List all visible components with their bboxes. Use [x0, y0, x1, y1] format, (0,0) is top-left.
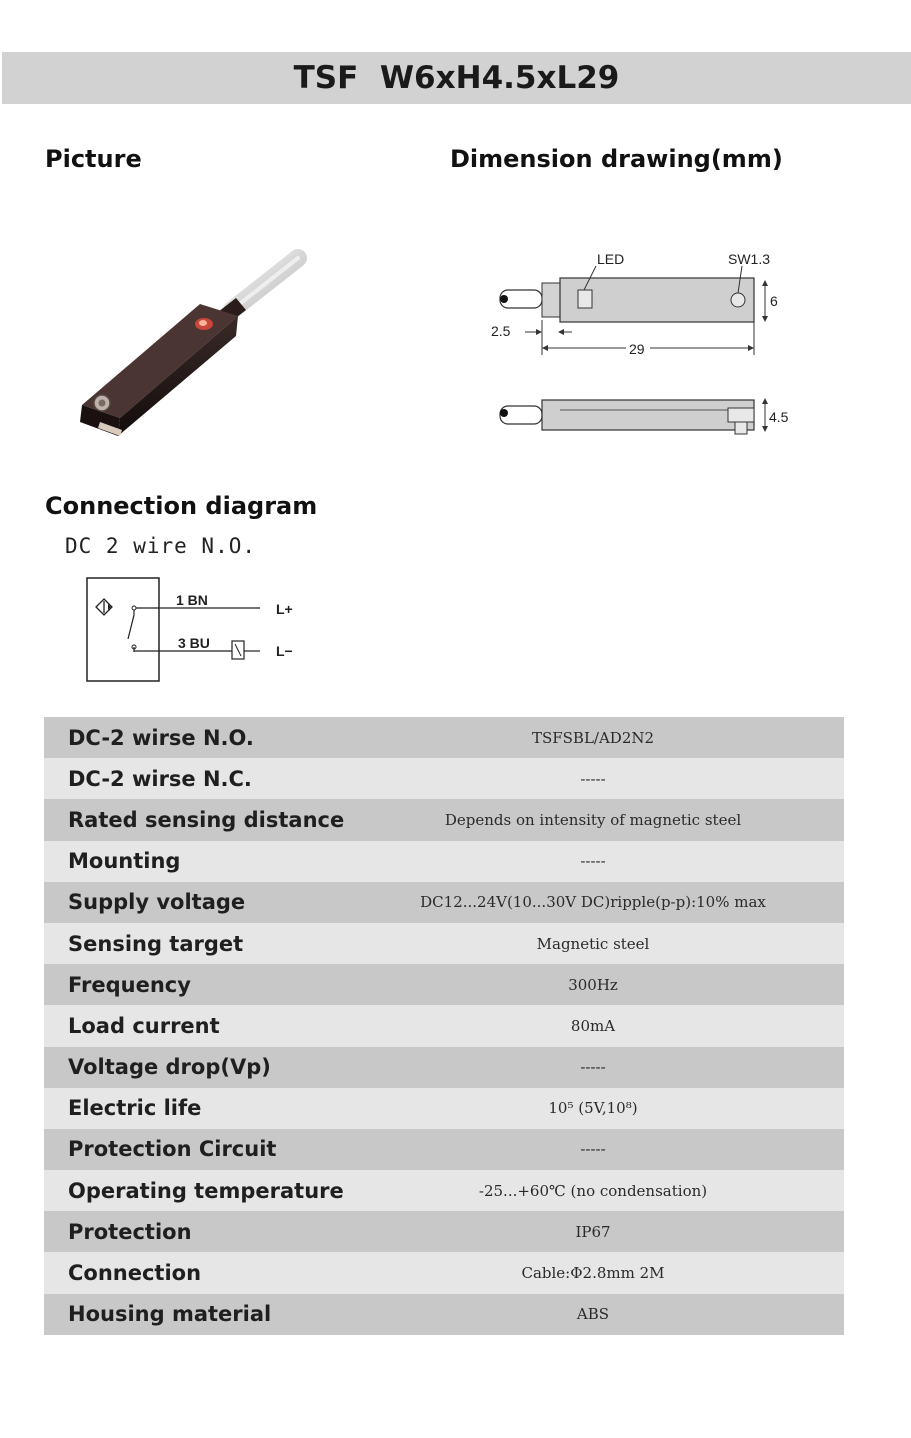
wire2-label: 3 BU — [178, 635, 210, 651]
dim-length: 29 — [629, 341, 645, 357]
spec-value: Depends on intensity of magnetic steel — [444, 810, 742, 829]
spec-table — [44, 717, 844, 1335]
dim-offset: 2.5 — [491, 323, 511, 339]
spec-row — [44, 799, 844, 840]
spec-label: Connection — [68, 1261, 202, 1286]
spec-label: Rated sensing distance — [68, 807, 345, 832]
spec-value: 80mA — [570, 1016, 616, 1035]
connection-heading: Connection diagram — [45, 492, 318, 520]
spec-row — [44, 923, 844, 964]
spec-row — [44, 758, 844, 799]
wire1-label: 1 BN — [176, 592, 208, 608]
spec-label: Electric life — [68, 1096, 202, 1121]
spec-row — [44, 1088, 844, 1129]
spec-value: Cable:Φ2.8mm 2M — [521, 1264, 665, 1283]
spec-value: -25...+60℃ (no condensation) — [478, 1181, 708, 1200]
spec-value: ABS — [576, 1305, 610, 1324]
spec-label: Supply voltage — [68, 890, 246, 915]
spec-row — [44, 1005, 844, 1046]
dim-height: 4.5 — [769, 409, 789, 425]
connection-diagram — [84, 575, 314, 685]
spec-label: DC-2 wirse N.O. — [68, 725, 254, 750]
spec-value: ----- — [580, 769, 606, 788]
terminal-minus: L− — [276, 643, 293, 659]
sw-label: SW1.3 — [728, 251, 771, 267]
spec-label: Voltage drop(Vp) — [68, 1055, 271, 1080]
spec-row — [44, 717, 844, 758]
spec-label: Protection Circuit — [68, 1137, 277, 1162]
page-title: TSF W6xH4.5xL29 — [2, 52, 911, 104]
spec-value: DC12...24V(10...30V DC)ripple(p-p):10% max — [420, 893, 766, 912]
picture-heading: Picture — [45, 145, 142, 173]
spec-label: Sensing target — [68, 931, 244, 956]
spec-row — [44, 1129, 844, 1170]
spec-value: ----- — [580, 1140, 606, 1159]
spec-value: 300Hz — [568, 975, 618, 994]
spec-row — [44, 964, 844, 1005]
spec-value: Magnetic steel — [536, 934, 650, 953]
led-label: LED — [597, 251, 625, 267]
spec-value: 10⁵ (5V,10⁸) — [548, 1099, 638, 1118]
spec-row — [44, 1170, 844, 1211]
dimension-drawing — [480, 240, 820, 460]
terminal-plus: L+ — [276, 601, 293, 617]
spec-value: ----- — [580, 852, 606, 871]
spec-label: Housing material — [68, 1302, 272, 1327]
spec-label: Load current — [68, 1013, 220, 1038]
connection-type-label: DC 2 wire N.O. — [65, 534, 257, 558]
spec-label: DC-2 wirse N.C. — [68, 766, 252, 791]
dimension-heading: Dimension drawing(mm) — [450, 145, 783, 173]
spec-value: TSFSBL/AD2N2 — [531, 728, 655, 747]
spec-row — [44, 1252, 844, 1293]
spec-row — [44, 1211, 844, 1252]
product-picture — [60, 240, 320, 460]
spec-row — [44, 1047, 844, 1088]
spec-label: Protection — [68, 1219, 192, 1244]
spec-value: ----- — [580, 1058, 606, 1077]
spec-row — [44, 1294, 844, 1335]
spec-label: Operating temperature — [68, 1178, 344, 1203]
spec-label: Mounting — [68, 849, 181, 874]
spec-label: Frequency — [68, 972, 191, 997]
spec-value: IP67 — [575, 1222, 611, 1241]
dim-width: 6 — [770, 293, 778, 309]
spec-row — [44, 882, 844, 923]
spec-row — [44, 841, 844, 882]
